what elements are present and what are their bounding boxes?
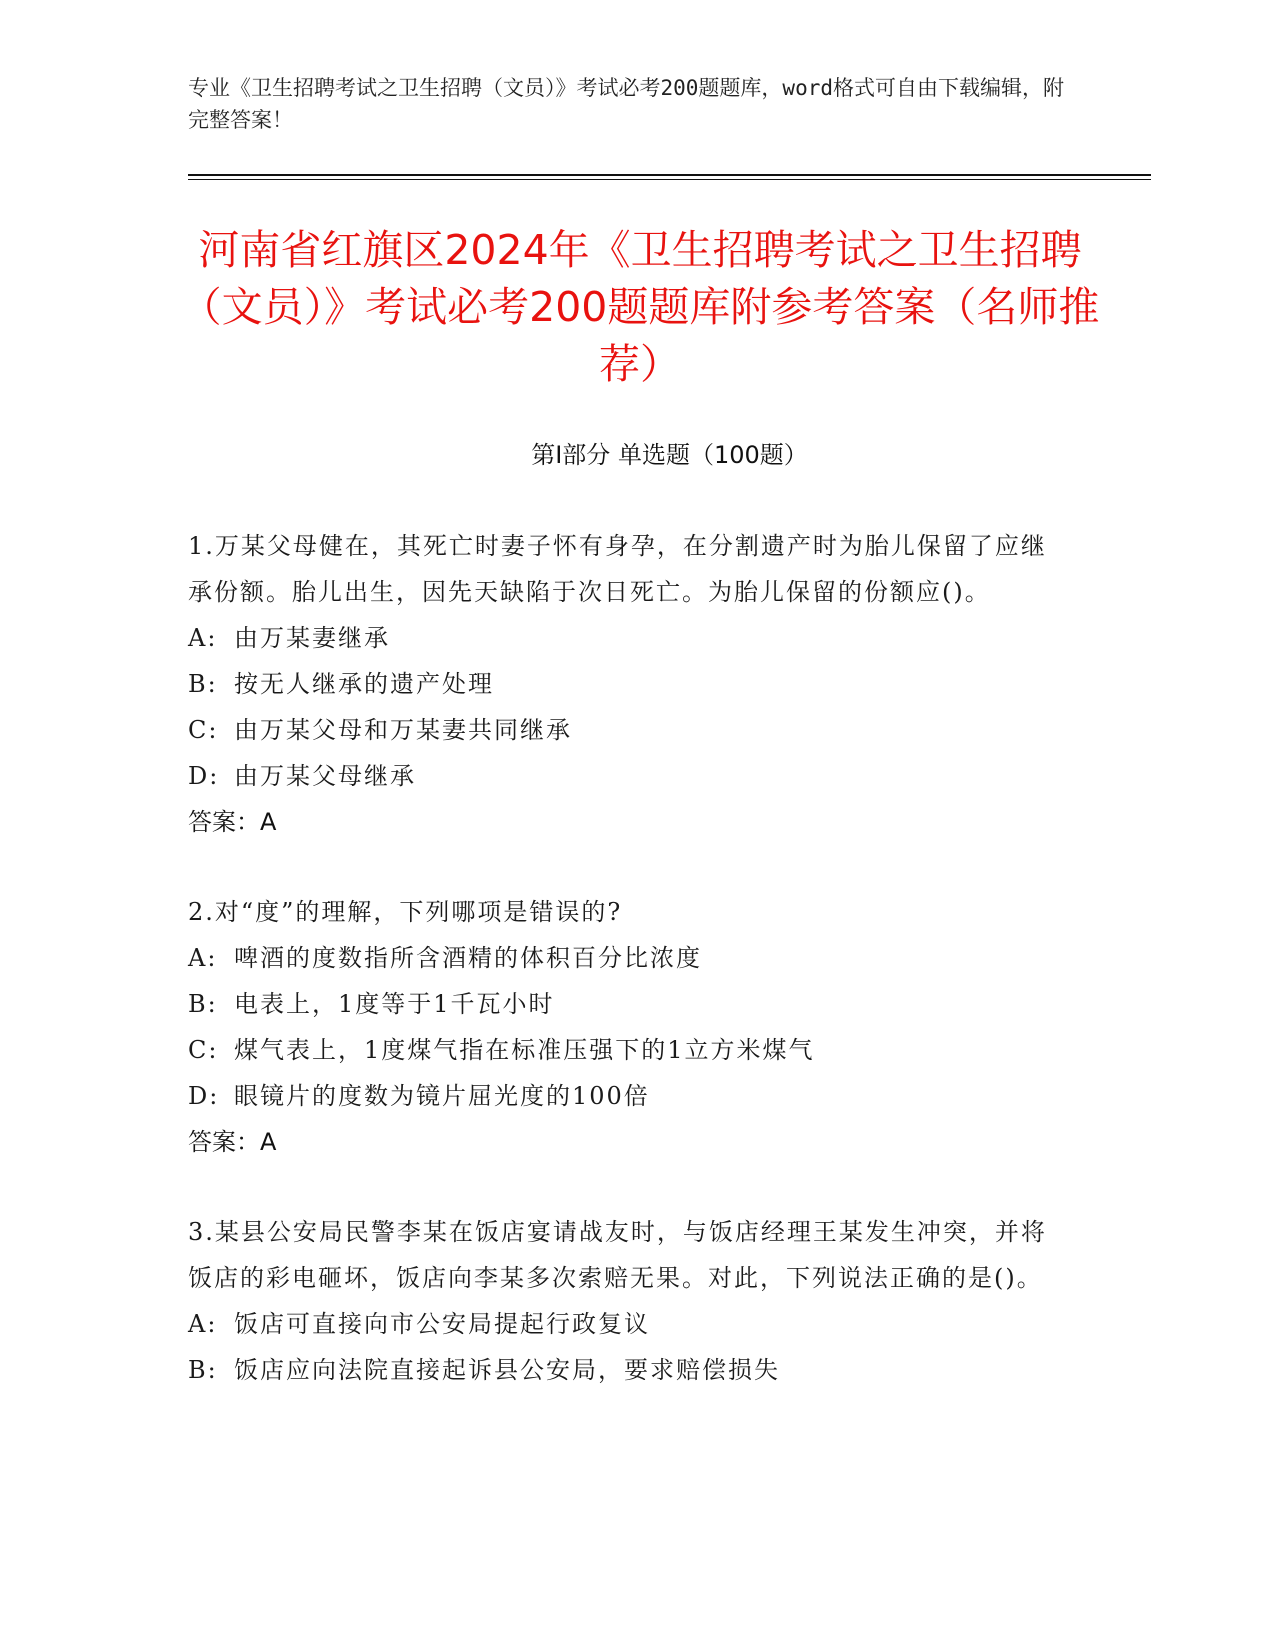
option-c [188, 707, 1068, 753]
question-1 [188, 523, 1068, 845]
option-text: 由万某父母和万某妻共同继承 [234, 716, 572, 744]
option-a [188, 615, 1068, 661]
option-key: C: [188, 716, 219, 744]
option-text: 电表上，1度等于1千瓦小时 [234, 990, 555, 1018]
question-text: 1.万某父母健在，其死亡时妻子怀有身孕，在分割遗产时为胎儿保留了应继承份额。胎儿出生，因先天缺陷于次日死亡。为胎儿保留的份额应()。 [188, 532, 1047, 606]
option-b [188, 1347, 1068, 1393]
option-text: 由万某妻继承 [234, 624, 390, 652]
question-list [188, 523, 1068, 1437]
option-a [188, 935, 1068, 981]
question-text: 2.对“度”的理解，下列哪项是错误的? [188, 898, 623, 926]
section-title: 第Ⅰ部分 单选题（100题） [531, 441, 808, 469]
option-text: 按无人继承的遗产处理 [234, 670, 494, 698]
option-key: A: [188, 1310, 218, 1338]
option-key: D: [188, 1082, 220, 1110]
option-d [188, 1073, 1068, 1119]
option-text: 眼镜片的度数为镜片屈光度的100倍 [234, 1082, 650, 1110]
option-key: B: [188, 670, 218, 698]
option-text: 啤酒的度数指所含酒精的体积百分比浓度 [234, 944, 702, 972]
option-key: B: [188, 1356, 218, 1384]
option-b [188, 661, 1068, 707]
answer-line: 答案：A [188, 1128, 277, 1156]
option-a [188, 1301, 1068, 1347]
option-text: 由万某父母继承 [234, 762, 416, 790]
option-text: 饭店可直接向市公安局提起行政复议 [234, 1310, 650, 1338]
option-key: A: [188, 944, 218, 972]
option-key: A: [188, 624, 218, 652]
question-3 [188, 1209, 1068, 1393]
option-c [188, 1027, 1068, 1073]
document-title: 河南省红旗区2024年《卫生招聘考试之卫生招聘（文员）》考试必考200题题库附参考答案（名师推荐） [180, 226, 1100, 388]
header-note: 专业《卫生招聘考试之卫生招聘（文员）》考试必考200题题库，word格式可自由下载编辑，附完整答案！ [188, 76, 1064, 132]
option-key: B: [188, 990, 218, 1018]
option-key: C: [188, 1036, 219, 1064]
option-d [188, 753, 1068, 799]
header-divider-thick [188, 174, 1151, 176]
option-text: 煤气表上，1度煤气指在标准压强下的1立方米煤气 [234, 1036, 815, 1064]
option-b [188, 981, 1068, 1027]
header-divider-thin [188, 179, 1151, 180]
answer-line: 答案：A [188, 808, 277, 836]
question-2 [188, 889, 1068, 1165]
option-key: D: [188, 762, 220, 790]
option-text: 饭店应向法院直接起诉县公安局，要求赔偿损失 [234, 1356, 780, 1384]
question-text: 3.某县公安局民警李某在饭店宴请战友时，与饭店经理王某发生冲突，并将饭店的彩电砸坏，饭店向李某多次索赔无果。对此，下列说法正确的是()。 [188, 1218, 1047, 1292]
